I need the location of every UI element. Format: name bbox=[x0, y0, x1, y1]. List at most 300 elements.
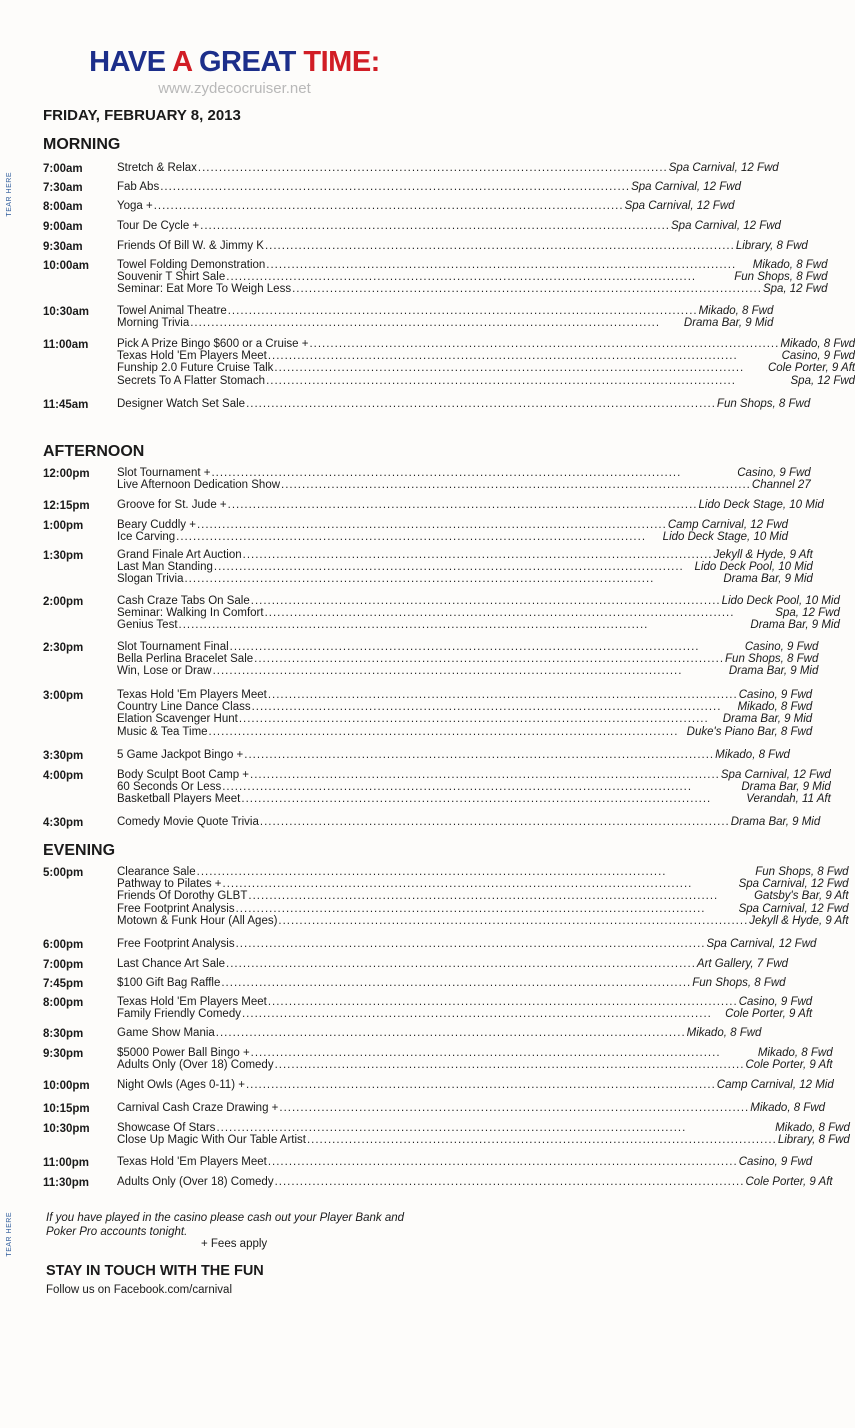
leader-dots bbox=[292, 283, 762, 295]
leader-dots bbox=[222, 781, 740, 793]
event-location: Lido Deck Stage, 10 Mid bbox=[698, 499, 824, 511]
event-name: Grand Finale Art Auction bbox=[117, 549, 242, 561]
event-location: Art Gallery, 7 Fwd bbox=[696, 958, 789, 970]
event-location: Fun Shops, 8 Fwd bbox=[716, 398, 811, 410]
leader-dots bbox=[226, 958, 696, 970]
event-list bbox=[117, 1156, 812, 1171]
leader-dots bbox=[213, 665, 728, 677]
event-location: Mikado, 8 Fwd bbox=[752, 259, 828, 271]
leader-dots bbox=[246, 1079, 716, 1091]
event-time: 4:00pm bbox=[43, 770, 84, 782]
event-item bbox=[117, 1027, 761, 1039]
event-location: Lido Deck Stage, 10 Mid bbox=[662, 531, 788, 544]
casino-note: If you have played in the casino please cash out your Player Bank and Poker Pro accounts tonight. bbox=[46, 1212, 405, 1238]
leader-dots bbox=[254, 653, 724, 665]
event-item bbox=[117, 549, 813, 561]
leader-dots bbox=[268, 996, 738, 1008]
event-location: Jekyll & Hyde, 9 Aft bbox=[713, 549, 813, 561]
leader-dots bbox=[278, 915, 748, 927]
event-location: Spa Carnival, 12 Fwd bbox=[631, 181, 742, 193]
event-time: 2:30pm bbox=[43, 642, 84, 654]
schedule-row bbox=[43, 1176, 833, 1191]
schedule-row bbox=[43, 467, 811, 492]
leader-dots bbox=[236, 903, 738, 915]
event-item bbox=[117, 977, 786, 989]
event-item bbox=[117, 713, 812, 725]
event-name: Free Footprint Analysis bbox=[117, 902, 235, 915]
event-item bbox=[117, 350, 855, 362]
event-list bbox=[117, 749, 790, 764]
event-location: Camp Carnival, 12 Mid bbox=[716, 1079, 834, 1091]
follow-link-text: Follow us on Facebook.com/carnival bbox=[46, 1284, 232, 1296]
event-time: 7:00am bbox=[43, 163, 83, 175]
event-time: 1:00pm bbox=[43, 520, 84, 532]
event-location: Gatsby's Bar, 9 Aft bbox=[754, 890, 849, 903]
event-list bbox=[117, 467, 811, 491]
event-location: Mikado, 8 Fwd bbox=[698, 305, 774, 317]
event-item bbox=[117, 531, 788, 543]
schedule-row bbox=[43, 689, 813, 738]
event-time: 5:00pm bbox=[43, 867, 84, 879]
event-name: Stretch & Relax bbox=[117, 162, 197, 174]
schedule-row bbox=[43, 1122, 850, 1147]
leader-dots bbox=[281, 479, 751, 491]
event-list bbox=[117, 398, 810, 413]
event-list bbox=[117, 977, 786, 992]
event-name: Morning Trivia bbox=[117, 317, 190, 330]
schedule-row bbox=[43, 958, 789, 973]
leader-dots bbox=[209, 726, 686, 738]
event-name: Friends Of Dorothy GLBT bbox=[117, 890, 248, 903]
event-location: Channel 27 bbox=[751, 479, 811, 492]
event-name: Groove for St. Jude + bbox=[117, 499, 227, 511]
leader-dots bbox=[248, 890, 753, 902]
schedule-row bbox=[43, 769, 831, 806]
event-location: Cole Porter, 9 Aft bbox=[745, 1176, 833, 1188]
event-item bbox=[117, 816, 820, 828]
event-name: Yoga + bbox=[117, 200, 153, 212]
schedule-row bbox=[43, 749, 790, 764]
event-item bbox=[117, 619, 840, 631]
event-location: Cole Porter, 9 Aft bbox=[767, 362, 855, 375]
event-name: Live Afternoon Dedication Show bbox=[117, 479, 281, 492]
event-location: Lido Deck Pool, 10 Mid bbox=[694, 561, 813, 574]
leader-dots bbox=[230, 641, 744, 653]
event-time: 11:00pm bbox=[43, 1157, 90, 1169]
tear-here-label: TEAR HERE bbox=[6, 1212, 13, 1257]
event-item bbox=[117, 338, 855, 350]
event-item bbox=[117, 467, 811, 479]
event-name: Slot Tournament Final bbox=[117, 641, 229, 653]
event-name: Towel Animal Theatre bbox=[117, 305, 227, 317]
event-name: Game Show Mania bbox=[117, 1027, 215, 1039]
watermark: www.zydecocruiser.net bbox=[158, 80, 311, 97]
schedule-row bbox=[43, 938, 817, 953]
event-location: Mikado, 8 Fwd bbox=[775, 1122, 850, 1134]
event-name: Fab Abs bbox=[117, 181, 160, 193]
event-name: Secrets To A Flatter Stomach bbox=[117, 374, 266, 387]
event-list bbox=[117, 1122, 850, 1146]
leader-dots bbox=[250, 769, 720, 781]
event-list bbox=[117, 519, 788, 543]
event-location: Drama Bar, 9 Mid bbox=[723, 573, 813, 586]
leader-dots bbox=[251, 595, 721, 607]
event-item bbox=[117, 499, 824, 511]
event-name: Pick A Prize Bingo $600 or a Cruise + bbox=[117, 338, 309, 350]
leader-dots bbox=[266, 259, 751, 271]
event-item bbox=[117, 220, 781, 232]
event-list bbox=[117, 338, 855, 387]
event-item bbox=[117, 1079, 834, 1091]
event-name: Free Footprint Analysis bbox=[117, 938, 235, 950]
event-list bbox=[117, 240, 808, 255]
schedule-row bbox=[43, 398, 811, 413]
event-name: Comedy Movie Quote Trivia bbox=[117, 816, 259, 828]
event-location: Lido Deck Pool, 10 Mid bbox=[721, 595, 840, 607]
event-list bbox=[117, 866, 849, 927]
event-name: Tour De Cycle + bbox=[117, 220, 200, 232]
event-location: Spa, 12 Fwd bbox=[762, 283, 828, 296]
event-location: Drama Bar, 9 Mid bbox=[730, 816, 821, 828]
section-title: MORNING bbox=[43, 136, 121, 153]
event-name: Motown & Funk Hour (All Ages) bbox=[117, 914, 278, 927]
event-item bbox=[117, 181, 741, 193]
schedule-row bbox=[43, 220, 781, 235]
event-item bbox=[117, 793, 831, 805]
leader-dots bbox=[211, 467, 736, 479]
event-item bbox=[117, 305, 773, 317]
event-location: Spa, 12 Fwd bbox=[790, 374, 855, 387]
event-name: Souvenir T Shirt Sale bbox=[117, 271, 226, 284]
event-location: Casino, 9 Fwd bbox=[744, 641, 819, 653]
event-item bbox=[117, 665, 818, 677]
event-item bbox=[117, 573, 813, 585]
event-location: Spa Carnival, 12 Fwd bbox=[720, 769, 831, 781]
event-item bbox=[117, 769, 831, 781]
leader-dots bbox=[154, 200, 624, 212]
schedule-row bbox=[43, 181, 742, 196]
leader-dots bbox=[184, 573, 722, 585]
event-location: Casino, 9 Fwd bbox=[738, 1156, 813, 1168]
leader-dots bbox=[214, 561, 694, 573]
event-name: Slot Tournament + bbox=[117, 467, 211, 479]
leader-dots bbox=[268, 689, 738, 701]
event-location: Mikado, 8 Fwd bbox=[737, 701, 813, 714]
event-list bbox=[117, 549, 813, 586]
leader-dots bbox=[190, 317, 683, 329]
event-name: Seminar: Eat More To Weigh Less bbox=[117, 283, 292, 296]
event-name: Texas Hold 'Em Players Meet bbox=[117, 689, 267, 701]
event-item bbox=[117, 1059, 833, 1071]
event-item bbox=[117, 479, 811, 491]
event-time: 4:30pm bbox=[43, 817, 84, 829]
event-item bbox=[117, 1156, 812, 1168]
event-name: Funship 2.0 Future Cruise Talk bbox=[117, 362, 274, 375]
headline bbox=[0, 46, 469, 79]
headline-part: GREAT bbox=[199, 46, 304, 78]
leader-dots bbox=[226, 271, 733, 283]
schedule-row bbox=[43, 549, 813, 586]
event-time: 3:00pm bbox=[43, 690, 84, 702]
event-location: Drama Bar, 9 Mid bbox=[750, 619, 840, 632]
stay-in-touch-title: STAY IN TOUCH WITH THE FUN bbox=[46, 1263, 264, 1279]
leader-dots bbox=[309, 338, 779, 350]
event-time: 7:45pm bbox=[43, 978, 84, 990]
leader-dots bbox=[266, 375, 789, 387]
event-name: Seminar: Walking In Comfort bbox=[117, 607, 264, 620]
event-list bbox=[117, 162, 779, 177]
schedule-row bbox=[43, 996, 813, 1021]
event-item bbox=[117, 915, 849, 927]
event-item bbox=[117, 240, 808, 252]
event-name: $100 Gift Bag Raffle bbox=[117, 977, 221, 989]
leader-dots bbox=[275, 1059, 745, 1071]
event-name: Last Man Standing bbox=[117, 561, 213, 574]
event-list bbox=[117, 1047, 833, 1071]
leader-dots bbox=[243, 549, 713, 561]
event-name: Texas Hold 'Em Players Meet bbox=[117, 1156, 267, 1168]
event-name: 5 Game Jackpot Bingo + bbox=[117, 749, 244, 761]
fees-note: + Fees apply bbox=[201, 1238, 268, 1250]
schedule-row bbox=[43, 200, 735, 215]
event-item bbox=[117, 1122, 850, 1134]
leader-dots bbox=[265, 607, 775, 619]
event-time: 7:00pm bbox=[43, 959, 84, 971]
event-item bbox=[117, 283, 828, 295]
event-item bbox=[117, 749, 790, 761]
event-list bbox=[117, 595, 840, 632]
event-location: Casino, 9 Fwd bbox=[737, 467, 811, 479]
event-location: Jekyll & Hyde, 9 Aft bbox=[749, 914, 849, 927]
event-item bbox=[117, 1176, 833, 1188]
event-name: Carnival Cash Craze Drawing + bbox=[117, 1102, 279, 1114]
event-item bbox=[117, 162, 779, 174]
section-title: AFTERNOON bbox=[43, 443, 145, 460]
event-name: Night Owls (Ages 0-11) + bbox=[117, 1079, 245, 1091]
schedule-row bbox=[43, 1102, 826, 1117]
section-title: EVENING bbox=[43, 842, 116, 859]
event-name: Country Line Dance Class bbox=[117, 701, 251, 714]
event-item bbox=[117, 1134, 850, 1146]
event-list bbox=[117, 181, 741, 196]
event-name: Elation Scavenger Hunt bbox=[117, 713, 238, 726]
leader-dots bbox=[274, 362, 767, 374]
event-location: Fun Shops, 8 Fwd bbox=[755, 866, 849, 878]
event-location: Mikado, 8 Fwd bbox=[757, 1047, 833, 1059]
event-list bbox=[117, 689, 812, 738]
event-time: 11:30pm bbox=[43, 1177, 90, 1189]
event-time: 2:00pm bbox=[43, 596, 84, 608]
event-name: Slogan Trivia bbox=[117, 573, 184, 586]
event-time: 10:30pm bbox=[43, 1123, 90, 1135]
event-name: Friends Of Bill W. & Jimmy K bbox=[117, 240, 264, 252]
schedule-row bbox=[43, 1156, 813, 1171]
leader-dots bbox=[241, 793, 745, 805]
event-location: Cole Porter, 9 Aft bbox=[725, 1008, 813, 1021]
event-time: 9:30pm bbox=[43, 1048, 84, 1060]
event-location: Cole Porter, 9 Aft bbox=[745, 1059, 833, 1072]
event-name: Showcase Of Stars bbox=[117, 1122, 216, 1134]
event-name: Win, Lose or Draw bbox=[117, 665, 212, 678]
event-location: Mikado, 8 Fwd bbox=[715, 749, 790, 761]
leader-dots bbox=[221, 977, 691, 989]
leader-dots bbox=[244, 749, 714, 761]
leader-dots bbox=[197, 866, 755, 878]
event-location: Spa Carnival, 12 Fwd bbox=[668, 162, 779, 174]
event-name: Close Up Magic With Our Table Artist bbox=[117, 1134, 306, 1147]
event-item bbox=[117, 903, 849, 915]
event-name: Adults Only (Over 18) Comedy bbox=[117, 1059, 274, 1072]
leader-dots bbox=[200, 220, 670, 232]
event-name: Last Chance Art Sale bbox=[117, 958, 226, 970]
event-name: Texas Hold 'Em Players Meet bbox=[117, 350, 267, 363]
leader-dots bbox=[251, 1047, 757, 1059]
event-item bbox=[117, 375, 855, 387]
event-name: Genius Test bbox=[117, 619, 178, 632]
event-list bbox=[117, 996, 812, 1020]
event-time: 8:00am bbox=[43, 201, 83, 213]
event-item bbox=[117, 866, 849, 878]
event-item bbox=[117, 1102, 825, 1114]
event-item bbox=[117, 878, 849, 890]
schedule-row bbox=[43, 1079, 834, 1094]
leader-dots bbox=[236, 938, 706, 950]
event-location: Mikado, 8 Fwd bbox=[780, 338, 855, 350]
headline-part: TIME: bbox=[303, 46, 380, 78]
leader-dots bbox=[223, 878, 738, 890]
event-list bbox=[117, 1027, 761, 1042]
event-location: Spa Carnival, 12 Fwd bbox=[624, 200, 735, 212]
event-location: Drama Bar, 9 Mid bbox=[741, 781, 831, 794]
event-item bbox=[117, 996, 812, 1008]
event-location: Mikado, 8 Fwd bbox=[686, 1027, 762, 1039]
event-name: Adults Only (Over 18) Comedy bbox=[117, 1176, 274, 1188]
event-location: Camp Carnival, 12 Fwd bbox=[667, 519, 788, 531]
schedule-row bbox=[43, 641, 819, 678]
event-name: Beary Cuddly + bbox=[117, 519, 196, 531]
event-location: Casino, 9 Fwd bbox=[738, 996, 813, 1008]
event-item bbox=[117, 561, 813, 573]
leader-dots bbox=[239, 713, 722, 725]
leader-dots bbox=[179, 619, 750, 631]
event-time: 10:30am bbox=[43, 306, 90, 318]
event-time: 7:30am bbox=[43, 182, 83, 194]
event-item bbox=[117, 398, 810, 410]
event-item bbox=[117, 726, 812, 738]
schedule-row bbox=[43, 162, 779, 177]
event-item bbox=[117, 271, 828, 283]
event-name: Designer Watch Set Sale bbox=[117, 398, 246, 410]
event-location: Drama Bar, 9 Mid bbox=[728, 665, 819, 678]
event-location: Drama Bar, 9 Mid bbox=[722, 713, 813, 726]
headline-part: HAVE bbox=[89, 46, 173, 78]
event-list bbox=[117, 1102, 825, 1117]
event-item bbox=[117, 958, 788, 970]
leader-dots bbox=[228, 499, 698, 511]
event-name: Ice Carving bbox=[117, 531, 176, 544]
event-time: 9:30am bbox=[43, 241, 83, 253]
event-item bbox=[117, 641, 818, 653]
event-item bbox=[117, 653, 818, 665]
event-name: Cash Craze Tabs On Sale bbox=[117, 595, 250, 607]
schedule-row bbox=[43, 1047, 833, 1072]
schedule-row bbox=[43, 499, 824, 514]
leader-dots bbox=[260, 816, 730, 828]
event-item bbox=[117, 259, 828, 271]
event-time: 1:30pm bbox=[43, 550, 84, 562]
event-location: Library, 8 Fwd bbox=[735, 240, 808, 252]
leader-dots bbox=[242, 1008, 724, 1020]
event-name: Body Sculpt Boot Camp + bbox=[117, 769, 250, 781]
event-item bbox=[117, 607, 840, 619]
leader-dots bbox=[160, 181, 630, 193]
schedule-row bbox=[43, 305, 774, 330]
schedule-row bbox=[43, 816, 821, 831]
event-time: 11:00am bbox=[43, 339, 89, 351]
schedule-row bbox=[43, 866, 849, 927]
event-location: Mikado, 8 Fwd bbox=[750, 1102, 826, 1114]
event-time: 9:00am bbox=[43, 221, 83, 233]
event-time: 12:15pm bbox=[43, 500, 90, 512]
event-time: 12:00pm bbox=[43, 468, 90, 480]
schedule-row bbox=[43, 259, 828, 296]
event-location: Spa, 12 Fwd bbox=[775, 607, 840, 620]
leader-dots bbox=[265, 240, 735, 252]
event-location: Drama Bar, 9 Mid bbox=[683, 317, 774, 330]
event-item bbox=[117, 1008, 812, 1020]
schedule-row bbox=[43, 977, 786, 992]
schedule-row bbox=[43, 595, 840, 632]
event-name: 60 Seconds Or Less bbox=[117, 781, 222, 794]
event-item bbox=[117, 689, 812, 701]
event-name: Music & Tea Time bbox=[117, 725, 208, 738]
event-list bbox=[117, 499, 824, 514]
event-time: 8:00pm bbox=[43, 997, 84, 1009]
event-list bbox=[117, 938, 816, 953]
event-name: Texas Hold 'Em Players Meet bbox=[117, 996, 267, 1008]
event-location: Fun Shops, 8 Fwd bbox=[692, 977, 786, 989]
event-item bbox=[117, 200, 735, 212]
schedule-row bbox=[43, 338, 855, 387]
event-list bbox=[117, 1079, 834, 1094]
schedule-date: FRIDAY, FEBRUARY 8, 2013 bbox=[43, 107, 241, 124]
leader-dots bbox=[252, 701, 737, 713]
event-time: 11:45am bbox=[43, 399, 89, 411]
event-location: Spa Carnival, 12 Fwd bbox=[738, 902, 849, 915]
leader-dots bbox=[197, 519, 667, 531]
event-location: Fun Shops, 8 Fwd bbox=[725, 653, 819, 666]
event-location: Spa Carnival, 12 Fwd bbox=[671, 220, 781, 232]
event-time: 10:00pm bbox=[43, 1080, 90, 1092]
event-time: 8:30pm bbox=[43, 1028, 84, 1040]
headline-part: A bbox=[172, 46, 199, 78]
event-list bbox=[117, 1176, 833, 1191]
leader-dots bbox=[275, 1176, 745, 1188]
leader-dots bbox=[216, 1122, 774, 1134]
event-list bbox=[117, 769, 831, 806]
event-location: Verandah, 11 Aft bbox=[746, 793, 831, 806]
event-location: Casino, 9 Fwd bbox=[781, 350, 855, 363]
schedule-row bbox=[43, 240, 808, 255]
event-location: Casino, 9 Fwd bbox=[738, 689, 813, 701]
event-item bbox=[117, 519, 788, 531]
event-item bbox=[117, 701, 812, 713]
event-list bbox=[117, 641, 818, 678]
event-location: Library, 8 Fwd bbox=[777, 1134, 850, 1147]
leader-dots bbox=[216, 1027, 686, 1039]
event-item bbox=[117, 595, 840, 607]
event-location: Spa Carnival, 12 Fwd bbox=[738, 878, 849, 891]
